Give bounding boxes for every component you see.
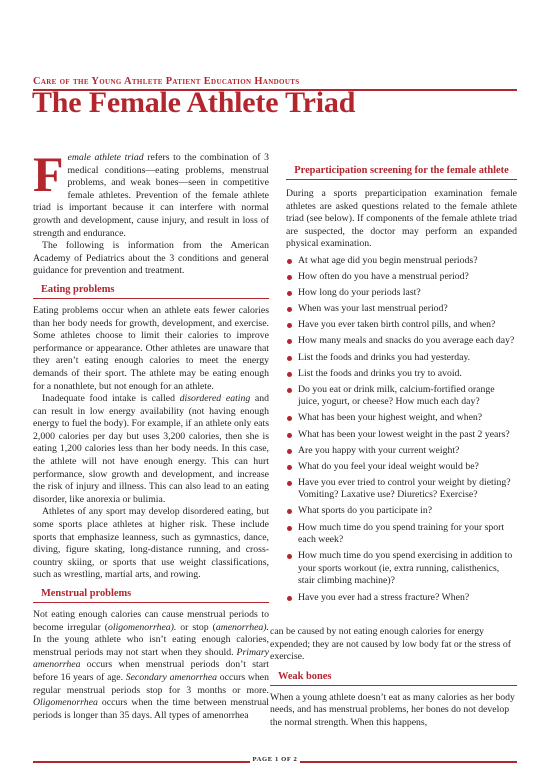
- footer: [33, 756, 517, 766]
- continued-paragraph: can be caused by not eating enough calories for energy expended; they are not caused by low body fat or the stress of exercise.: [270, 626, 511, 663]
- screening-question: What has been your highest weight, and when?: [286, 412, 517, 425]
- bullet-icon: [287, 356, 292, 361]
- eating-paragraph-1: Eating problems occur when an athlete eats fewer calories than her body needs for growth, development, and exercise. Some athletes choose to limit their calories to improve performance or appearance. Other athletes are unaware that they aren’t eating enough calories to meet the energy demands of their sport. The athlete may be eating enough for a nonathlete, but not enough for an athlete.: [33, 304, 269, 392]
- bullet-icon: [287, 323, 292, 328]
- bullet-icon: [287, 339, 292, 344]
- menstrual-paragraph: Not eating enough calories can cause menstrual periods to become irregular (oligomenorrhea). or stop (amenorrhea). In the young athlete who isn’t eating enough calories, menstrual periods may not start when they should. Primary amenorrhea occurs when menstrual periods don’t start before 16 years of age. Secondary amenorrhea occurs when regular menstrual periods stop for 3 months or more. Oligomenorrhea occurs when the time between menstrual periods is longer than 35 days. All types of amenorrhea: [33, 609, 269, 721]
- screening-question: How much time do you spend training for your sport each week?: [286, 522, 517, 547]
- screening-question: List the foods and drinks you had yesterday.: [286, 352, 517, 365]
- screening-question: How long do your periods last?: [286, 287, 517, 300]
- bullet-icon: [287, 509, 292, 514]
- bullet-icon: [287, 291, 292, 296]
- screening-question: Are you happy with your current weight?: [286, 445, 517, 458]
- bullet-icon: [287, 388, 292, 393]
- intro-paragraph-2: The following is information from the American Academy of Pediatrics about the 3 conditions and general guidance for prevention and treatment.: [33, 240, 269, 277]
- screening-question: At what age did you begin menstrual periods?: [286, 255, 517, 268]
- screening-question-list: [286, 255, 517, 604]
- section-heading-weak-bones: Weak bones: [270, 671, 517, 686]
- bullet-icon: [287, 275, 292, 280]
- bullet-icon: [287, 433, 292, 438]
- eating-paragraph-2: Inadequate food intake is called disordered eating and can result in low energy availability (not having enough energy to fuel the body). For example, if an athlete only eats 2,000 calories per day but uses 3,200 calories, then she is eating 1,200 calories less than her body needs. In this case, the athlete will not have enough energy. This can hurt performance, slow growth and development, and increase the risk of injury and illness. This can also lead to an eating disorder, like anorexia or bulimia.: [33, 393, 269, 505]
- bullet-icon: [287, 259, 292, 264]
- intro-paragraph: Female athlete triad refers to the combination of 3 medical conditions—eating problems, menstrual problems, and weak bones—seen in competitive female athletes. Prevention of the female athlete triad is important because it can interfere with normal growth and development, cause injury, and result in loss of strength and endurance.: [33, 146, 269, 239]
- section-heading-menstrual: Menstrual problems: [33, 588, 269, 603]
- bullet-icon: [287, 554, 292, 559]
- page-title: The Female Athlete Triad: [32, 86, 356, 119]
- section-heading-eating: Eating problems: [33, 284, 269, 299]
- screening-question: How many meals and snacks do you average each day?: [286, 335, 517, 348]
- screening-box: [286, 165, 517, 604]
- screening-question: Have you ever tried to control your weight by dieting? Vomiting? Laxative use? Diuretics? Exercise?: [286, 477, 517, 502]
- page-number: PAGE 1 OF 2: [250, 756, 301, 763]
- screening-question: How much time do you spend exercising in addition to your sports workout (ie, extra running, calisthenics, stair climbing machine)?: [286, 550, 517, 588]
- series-title: Care of the Young Athlete Patient Education Handouts: [33, 76, 300, 87]
- bullet-icon: [287, 526, 292, 531]
- screening-intro: During a sports preparticipation examination female athletes are asked questions related to the female athlete triad (see below). If components of the female athlete triad are suspected, the doctor may perform an expanded physical examination.: [286, 188, 517, 250]
- right-lower-column: [270, 626, 517, 730]
- bullet-icon: [287, 449, 292, 454]
- bullet-icon: [287, 372, 292, 377]
- bullet-icon: [287, 307, 292, 312]
- screening-question: What sports do you participate in?: [286, 505, 517, 518]
- bullet-icon: [287, 465, 292, 470]
- drop-cap: F: [33, 146, 64, 202]
- term-female-athlete-triad: emale athlete triad: [67, 152, 144, 163]
- screening-question: Have you ever had a stress fracture? When?: [286, 592, 517, 605]
- screening-question: Have you ever taken birth control pills, and when?: [286, 319, 517, 332]
- bullet-icon: [287, 481, 292, 486]
- left-column: [33, 146, 269, 722]
- screening-question: What has been your lowest weight in the past 2 years?: [286, 429, 517, 442]
- weak-bones-paragraph: When a young athlete doesn’t eat as many calories as her body needs, and has menstrual problems, her bones do not develop the normal strength. When this happens,: [270, 691, 515, 728]
- screening-question: How often do you have a menstrual period?: [286, 271, 517, 284]
- screening-question: Do you eat or drink milk, calcium-fortified orange juice, yogurt, or cheese? How much each day?: [286, 384, 517, 409]
- screening-question: What do you feel your ideal weight would be?: [286, 461, 517, 474]
- bullet-icon: [287, 416, 292, 421]
- screening-question: List the foods and drinks you try to avoid.: [286, 368, 517, 381]
- bullet-icon: [287, 596, 292, 601]
- eating-paragraph-3: Athletes of any sport may develop disordered eating, but some sports place athletes at higher risk. These include sports that emphasize leanness, such as gymnastics, dance, diving, figure skating, long-distance running, and cross-country skiing, or sports that use weight classifications, such as wrestling, martial arts, and rowing.: [33, 506, 269, 581]
- screening-heading: Preparticipation screening for the female athlete: [286, 165, 517, 180]
- screening-question: When was your last menstrual period?: [286, 303, 517, 316]
